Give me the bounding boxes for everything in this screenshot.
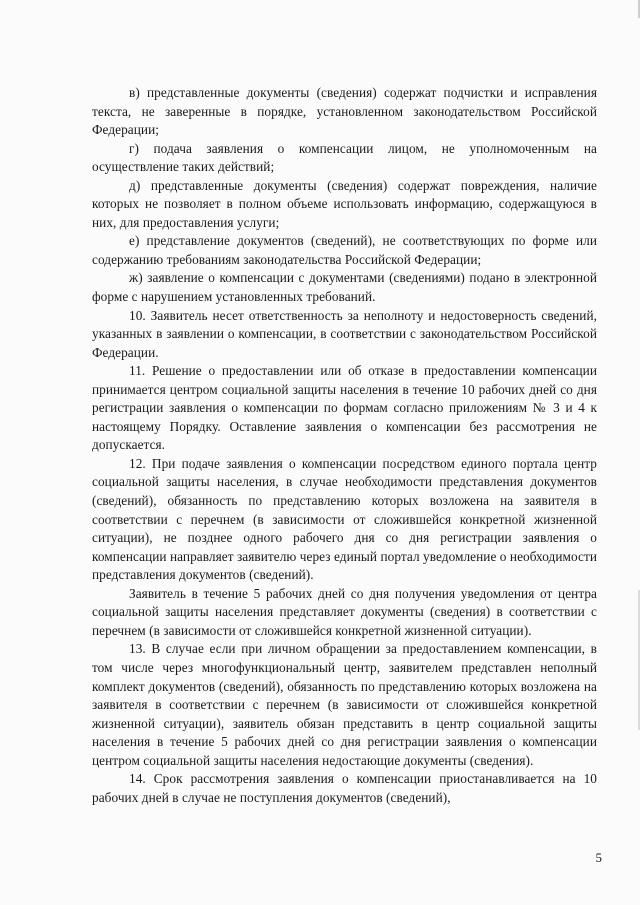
paragraph-item-zh: ж) заявление о компенсации с документами (сведениями) подано в электронной форме с нарушением установленных требований. — [92, 270, 597, 305]
paragraph-clause-10: 10. Заявитель несет ответственность за неполноту и недостоверность сведений, указанных в заявлении о компенсации, в соответствии с законодательством Российской Федерации. — [92, 307, 597, 360]
paragraph-clause-13: 13. В случае если при личном обращении за предоставлением компенсации, в том числе через многофункциональный центр, заявителем представлен неполный комплект документов (сведений), обязанность по представлению которых возложена на заявителя в соответствии с перечнем (в зависимости от сложившейся конкретной жизненной ситуации), заявитель обязан представить в центр социальной защиты населения в течение 5 рабочих дней со дня регистрации заявления о компенсации центром социальной защиты населения недостающие документы (сведения). — [92, 641, 597, 768]
paragraph-item-e: е) представление документов (сведений), не соответствующих по форме или содержанию требованиям законодательства Российской Федерации; — [92, 233, 597, 267]
document-body — [92, 84, 597, 807]
page-number: 5 — [595, 850, 602, 865]
paragraph-item-d: д) представленные документы (сведения) содержат повреждения, наличие которых не позволяет в полном объеме использовать информацию, содержащуюся в них, для предоставления услуги; — [92, 177, 597, 230]
paragraph-item-v: в) представленные документы (сведения) содержат подчистки и исправления текста, не заверенные в порядке, установленном законодательством Российской Федерации; — [92, 85, 597, 138]
paragraph-item-g: г) подача заявления о компенсации лицом, не уполномоченным на осуществление таких действий; — [92, 140, 597, 175]
paragraph-clause-12-continued: Заявитель в течение 5 рабочих дней со дня получения уведомления от центра социальной защиты населения представляет документы (сведения) в соответствии с перечнем (в зависимости от сложившейся конкретной жизненной ситуации). — [92, 585, 597, 638]
paragraph-clause-14: 14. Срок рассмотрения заявления о компенсации приостанавливается на 10 рабочих дней в случае не поступления документов (сведений), — [92, 771, 597, 805]
paragraph-clause-11: 11. Решение о предоставлении или об отказе в предоставлении компенсации принимается центром социальной защиты населения в течение 10 рабочих дней со дня регистрации заявления о компенсации по формам согласно приложениям № 3 и 4 к настоящему Порядку. Оставление заявления о компенсации без рассмотрения не допускается. — [92, 363, 597, 453]
paragraph-clause-12: 12. При подаче заявления о компенсации посредством единого портала центр социальной защиты населения, в случае необходимости представления документов (сведений), обязанность по представлению которых возложена на заявителя в соответствии с перечнем (в зависимости от сложившейся конкретной жизненной ситуации), не позднее одного рабочего дня со дня регистрации заявления о компенсации направляет заявителю через единый портал уведомление о необходимости представления документов (сведений). — [92, 455, 597, 583]
